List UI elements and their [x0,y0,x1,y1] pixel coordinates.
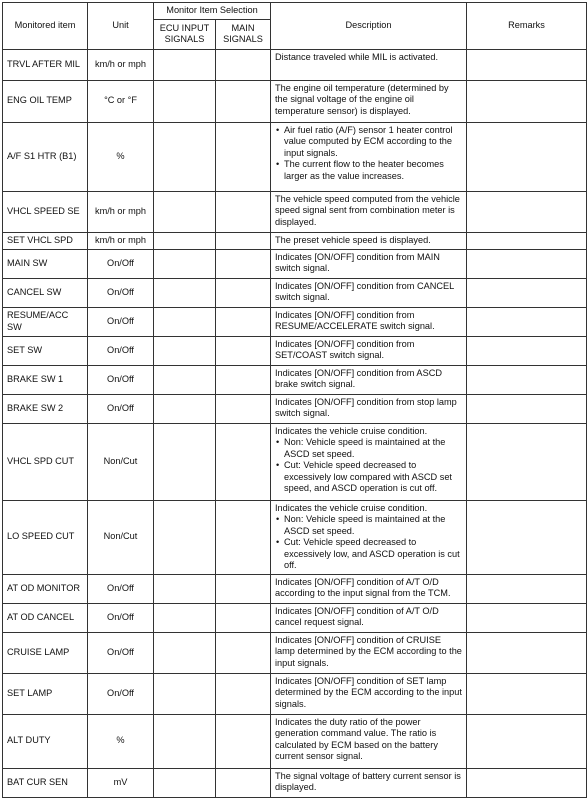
main-signals-cell [216,768,271,797]
monitored-item-cell: SET SW [3,336,88,365]
unit-cell: % [88,714,154,768]
monitored-item-cell: TRVL AFTER MIL [3,49,88,80]
description-cell [271,122,467,191]
remarks-cell [467,500,587,574]
remarks-cell [467,673,587,714]
remarks-cell [467,768,587,797]
description-bullet-text: • Cut: Vehicle speed decreased to excessively low, and ASCD operation is cut off. [284,537,460,570]
ecu-input-signals-cell [154,232,216,249]
ecu-input-signals-cell [154,191,216,232]
ecu-input-signals-cell [154,278,216,307]
table-row [3,714,587,768]
table-row [3,632,587,673]
remarks-cell [467,191,587,232]
unit-cell: km/h or mph [88,49,154,80]
description-text: Indicates [ON/OFF] condition of CRUISE lamp determined by the ECM according to the input signals. [275,634,462,668]
description-bullet [284,437,462,460]
main-signals-cell [216,500,271,574]
table-row [3,80,587,122]
unit-cell: On/Off [88,394,154,423]
main-signals-cell [216,394,271,423]
monitored-item-cell: SET LAMP [3,673,88,714]
ecu-input-signals-cell [154,423,216,500]
main-signals-cell [216,49,271,80]
remarks-cell [467,365,587,394]
remarks-cell [467,49,587,80]
monitored-item-cell: CRUISE LAMP [3,632,88,673]
description-bullet-text: • Non: Vehicle speed is maintained at the ASCD set speed. [284,437,446,459]
ecu-input-signals-cell [154,80,216,122]
ecu-input-signals-cell [154,365,216,394]
header-monitored-item: Monitored item [3,3,88,50]
table-row [3,191,587,232]
remarks-cell [467,249,587,278]
description-text: Indicates the vehicle cruise condition. [275,425,428,436]
remarks-cell [467,278,587,307]
table-row [3,307,587,336]
remarks-cell [467,336,587,365]
table-row [3,249,587,278]
ecu-input-signals-cell [154,574,216,603]
table-row [3,122,587,191]
unit-cell: On/Off [88,574,154,603]
unit-cell: On/Off [88,365,154,394]
header-unit: Unit [88,3,154,50]
description-text: Indicates [ON/OFF] condition from SET/COAST switch signal. [275,338,415,360]
monitored-item-cell: AT OD MONITOR [3,574,88,603]
description-bullet [284,537,462,572]
description-bullet [284,125,462,160]
monitored-item-cell: ALT DUTY [3,714,88,768]
main-signals-cell [216,80,271,122]
description-bullet-text: • Cut: Vehicle speed decreased to excessively low compared with ASCD set speed, and ASCD operation is cut off. [284,460,452,493]
table-body [3,49,587,797]
main-signals-cell [216,249,271,278]
remarks-cell [467,574,587,603]
unit-cell: km/h or mph [88,191,154,232]
remarks-cell [467,632,587,673]
ecu-input-signals-cell [154,632,216,673]
unit-cell: Non/Cut [88,500,154,574]
monitored-item-cell: RESUME/ACC SW [3,307,88,336]
ecu-input-signals-cell [154,307,216,336]
description-cell [271,603,467,632]
main-signals-cell [216,365,271,394]
ecu-input-signals-cell [154,49,216,80]
description-cell [271,714,467,768]
description-text: Distance traveled while MIL is activated. [275,51,439,62]
ecu-input-signals-cell [154,249,216,278]
description-bullet-text: • Non: Vehicle speed is maintained at the ASCD set speed. [284,514,446,536]
ecu-input-signals-cell [154,394,216,423]
monitored-item-cell: SET VHCL SPD [3,232,88,249]
main-signals-cell [216,307,271,336]
description-text: Indicates [ON/OFF] condition from MAIN switch signal. [275,251,440,273]
description-cell [271,191,467,232]
table-row [3,49,587,80]
description-text: The engine oil temperature (determined by the signal voltage of the engine oil temperature sensor) is displayed. [275,82,449,116]
description-text: Indicates [ON/OFF] condition of A/T O/D cancel request signal. [275,605,439,627]
header-monitor-item-selection: Monitor Item Selection [154,3,271,20]
description-cell [271,394,467,423]
remarks-cell [467,232,587,249]
description-bullet-list [275,437,462,495]
header-description: Description [271,3,467,50]
ecu-input-signals-cell [154,603,216,632]
description-text: Indicates [ON/OFF] condition from RESUME/ACCELERATE switch signal. [275,309,435,331]
table-row [3,278,587,307]
monitored-item-cell: BAT CUR SEN [3,768,88,797]
unit-cell: Non/Cut [88,423,154,500]
main-signals-cell [216,603,271,632]
description-cell [271,632,467,673]
remarks-cell [467,80,587,122]
ecu-input-signals-cell [154,768,216,797]
table-row [3,365,587,394]
unit-cell: km/h or mph [88,232,154,249]
description-cell [271,336,467,365]
main-signals-cell [216,336,271,365]
description-cell [271,768,467,797]
unit-cell: On/Off [88,249,154,278]
description-bullet-text: • Air fuel ratio (A/F) sensor 1 heater control value computed by ECM according to the input signals. [284,124,453,158]
monitored-item-cell: AT OD CANCEL [3,603,88,632]
main-signals-cell [216,632,271,673]
description-cell [271,574,467,603]
monitored-item-cell: CANCEL SW [3,278,88,307]
table-row [3,673,587,714]
remarks-cell [467,603,587,632]
description-text: The signal voltage of battery current sensor is displayed. [275,770,461,792]
description-cell [271,80,467,122]
main-signals-cell [216,673,271,714]
table-row [3,768,587,797]
monitored-item-cell: LO SPEED CUT [3,500,88,574]
main-signals-cell [216,714,271,768]
unit-cell: mV [88,768,154,797]
monitored-item-cell: A/F S1 HTR (B1) [3,122,88,191]
unit-cell: On/Off [88,673,154,714]
main-signals-cell [216,574,271,603]
table-row [3,603,587,632]
description-cell [271,49,467,80]
description-text: Indicates [ON/OFF] condition from stop lamp switch signal. [275,396,457,418]
remarks-cell [467,714,587,768]
monitored-item-cell: BRAKE SW 1 [3,365,88,394]
unit-cell: On/Off [88,603,154,632]
monitored-item-cell: BRAKE SW 2 [3,394,88,423]
ecu-input-signals-cell [154,673,216,714]
description-text: The preset vehicle speed is displayed. [275,234,431,245]
remarks-cell [467,394,587,423]
main-signals-cell [216,423,271,500]
description-text: Indicates [ON/OFF] condition of SET lamp determined by the ECM according to the input signals. [275,675,462,709]
description-bullet-list [275,125,462,183]
description-text: Indicates the duty ratio of the power generation command value. The ratio is calculated by ECM based on the battery current sensor signal. [275,716,438,761]
description-text: Indicates [ON/OFF] condition of A/T O/D according to the input signal from the TCM. [275,576,451,598]
description-bullet [284,159,462,182]
description-cell [271,232,467,249]
main-signals-cell [216,191,271,232]
ecu-input-signals-cell [154,714,216,768]
table-row [3,423,587,500]
unit-cell: On/Off [88,307,154,336]
description-text: Indicates [ON/OFF] condition from CANCEL switch signal. [275,280,454,302]
description-cell [271,278,467,307]
description-text: Indicates [ON/OFF] condition from ASCD brake switch signal. [275,367,442,389]
header-remarks: Remarks [467,3,587,50]
unit-cell: °C or °F [88,80,154,122]
description-cell [271,673,467,714]
description-bullet-list [275,514,462,572]
description-bullet [284,460,462,495]
ecu-input-signals-cell [154,500,216,574]
description-bullet [284,514,462,537]
table-row [3,574,587,603]
description-text: The vehicle speed computed from the vehicle speed signal sent from combination meter is displayed. [275,193,460,227]
table-row [3,394,587,423]
description-cell [271,249,467,278]
monitored-item-cell: MAIN SW [3,249,88,278]
monitor-item-table [2,2,587,798]
table-row [3,232,587,249]
main-signals-cell [216,122,271,191]
table-row [3,500,587,574]
unit-cell: On/Off [88,632,154,673]
ecu-input-signals-cell [154,336,216,365]
description-cell [271,500,467,574]
header-main-signals: MAIN SIGNALS [216,19,271,49]
monitored-item-cell: VHCL SPEED SE [3,191,88,232]
description-text: Indicates the vehicle cruise condition. [275,502,428,513]
unit-cell: % [88,122,154,191]
remarks-cell [467,423,587,500]
ecu-input-signals-cell [154,122,216,191]
header-ecu-input-signals: ECU INPUT SIGNALS [154,19,216,49]
monitored-item-cell: ENG OIL TEMP [3,80,88,122]
main-signals-cell [216,232,271,249]
description-cell [271,423,467,500]
unit-cell: On/Off [88,278,154,307]
remarks-cell [467,122,587,191]
unit-cell: On/Off [88,336,154,365]
description-cell [271,365,467,394]
table-row [3,336,587,365]
description-bullet-text: • The current flow to the heater becomes larger as the value increases. [284,159,444,181]
main-signals-cell [216,278,271,307]
remarks-cell [467,307,587,336]
description-cell [271,307,467,336]
monitored-item-cell: VHCL SPD CUT [3,423,88,500]
